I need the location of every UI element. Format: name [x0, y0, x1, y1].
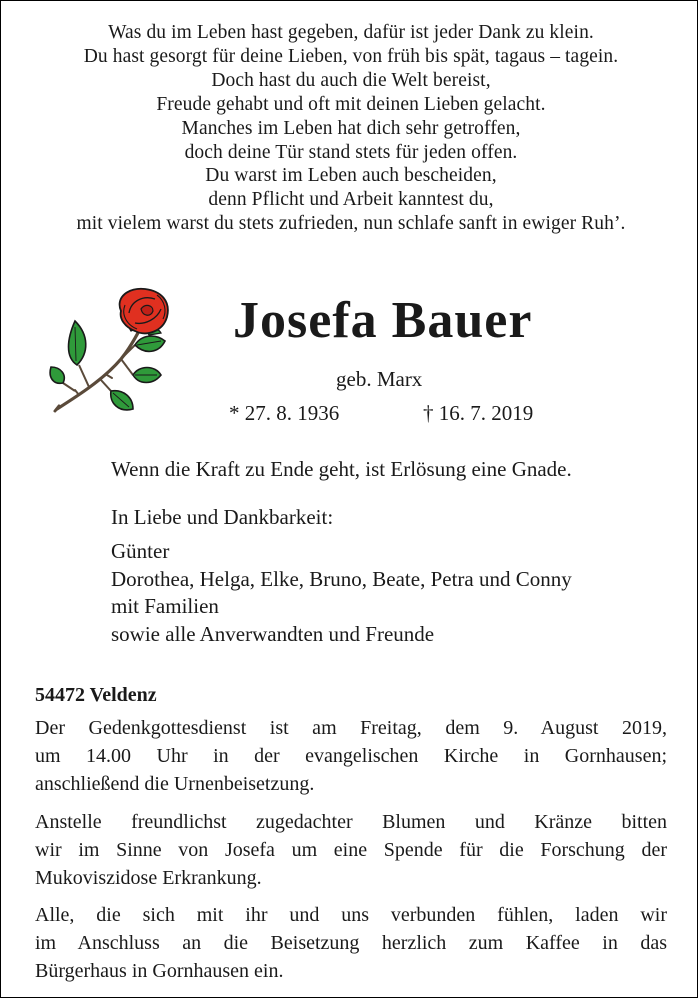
- poem-line: Was du im Leben hast gegeben, dafür ist jeder Dank zu klein.: [108, 22, 594, 43]
- paragraph-line: Mukoviszidose Erkrankung.: [35, 867, 262, 890]
- paragraph-line: anschließend die Urnenbeisetzung.: [35, 773, 315, 796]
- poem-line: Doch hast du auch die Welt bereist,: [211, 69, 491, 91]
- paragraph-line: um 14.00 Uhr in der evangelischen Kirche in Gornhausen;: [35, 745, 667, 768]
- death-date: † 16. 7. 2019: [423, 401, 534, 425]
- rose-icon: [49, 287, 174, 415]
- donation-paragraph: [35, 808, 667, 893]
- mourners-intro: In Liebe und Dankbarkeit:: [111, 505, 334, 529]
- poem-line: doch deine Tür stand stets für jeden offen.: [184, 141, 518, 163]
- location: 54472 Veldenz: [35, 684, 157, 706]
- paragraph-line: Bürgerhaus in Gornhausen ein.: [35, 960, 284, 983]
- paragraph-line: Alle, die sich mit ihr und uns verbunden fühlen, laden wir: [35, 904, 667, 926]
- poem-line: mit vielem warst du stets zufrieden, nun schlafe sanft in ewiger Ruh’.: [76, 213, 626, 235]
- mourners-line: sowie alle Anverwandten und Freunde: [111, 621, 435, 646]
- poem: [1, 21, 700, 236]
- mourners-line: Dorothea, Helga, Elke, Bruno, Beate, Petra und Conny: [111, 566, 572, 591]
- invitation-paragraph: [35, 901, 667, 986]
- poem-line: denn Pflicht und Arbeit kanntest du,: [208, 189, 494, 211]
- motto: Wenn die Kraft zu Ende geht, ist Erlösung eine Gnade.: [111, 457, 572, 481]
- paragraph-line: Anstelle freundlichst zugedachter Blumen und Kränze bitten: [35, 811, 667, 833]
- deceased-name: Josefa Bauer: [233, 292, 533, 349]
- poem-line: Manches im Leben hat dich sehr getroffen,: [181, 117, 521, 139]
- mourners-list: [111, 538, 572, 648]
- poem-line: Du hast gesorgt für deine Lieben, von früh bis spät, tagaus – tagein.: [83, 45, 619, 67]
- mourners-line: Günter: [111, 539, 170, 563]
- paragraph-line: Der Gedenkgottesdienst ist am Freitag, dem 9. August 2019,: [35, 717, 667, 739]
- service-paragraph: [35, 714, 667, 799]
- poem-line: Du warst im Leben auch bescheiden,: [205, 165, 497, 187]
- poem-line: Freude gehabt und oft mit deinen Lieben gelacht.: [156, 93, 546, 115]
- paragraph-line: wir im Sinne von Josefa um eine Spende für die Forschung der: [35, 839, 667, 862]
- mourners-line: mit Familien: [111, 594, 219, 618]
- maiden-name: geb. Marx: [336, 367, 423, 391]
- paragraph-line: im Anschluss an die Beisetzung herzlich zum Kaffee in das: [35, 932, 667, 955]
- birth-date: * 27. 8. 1936: [229, 401, 340, 425]
